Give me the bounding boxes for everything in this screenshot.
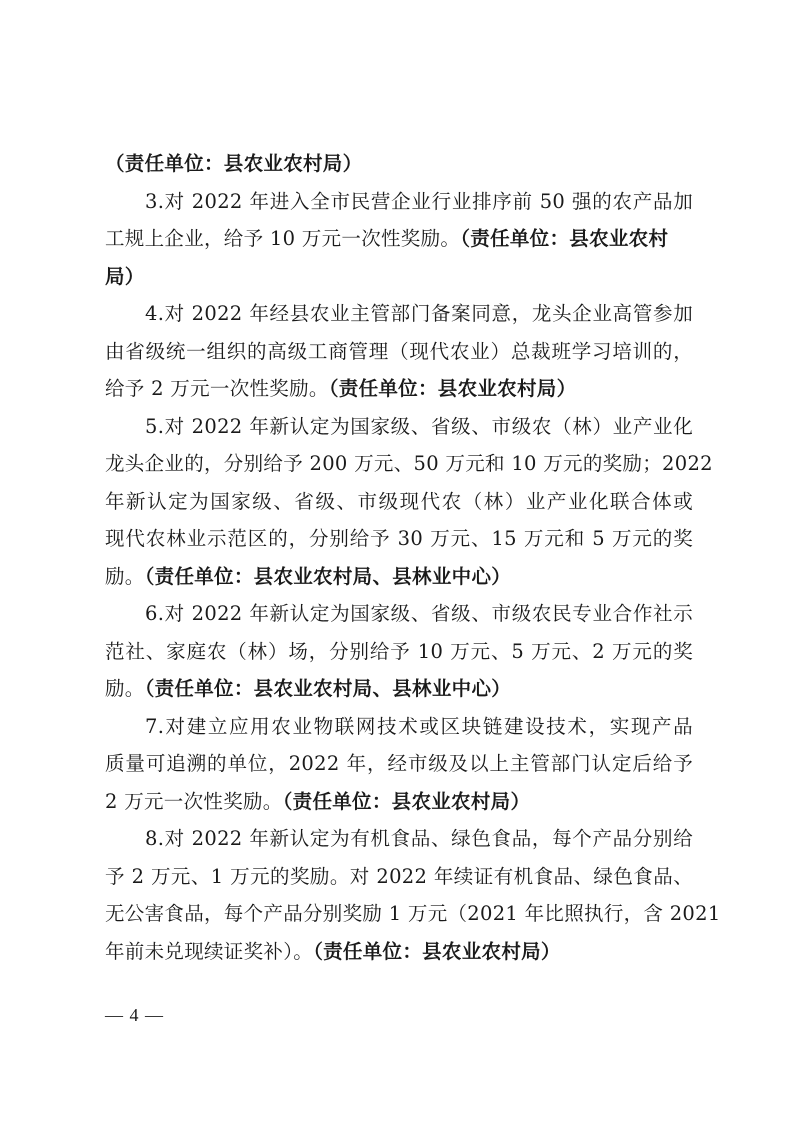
page-number: — 4 — bbox=[105, 1005, 164, 1025]
paragraph-line: 无公害食品，每个产品分别奖励 1 万元（2021 年比照执行，含 2021 bbox=[105, 902, 721, 925]
paragraph-line bbox=[105, 220, 693, 258]
paragraph-line: 予 2 万元、1 万元的奖励。对 2022 年续证有机食品、绿色食品、 bbox=[105, 864, 693, 888]
paragraph-line: 5.对 2022 年新认定为国家级、省级、市级农（林）业产业化 bbox=[145, 414, 693, 438]
responsible-unit: （责任单位：县农业农村局） bbox=[282, 789, 531, 813]
paragraph-text: 给予 2 万元一次性奖励。 bbox=[105, 377, 329, 400]
paragraph-text: 2 万元一次性奖励。 bbox=[105, 789, 283, 813]
responsible-unit: （责任单位：县农业农村 bbox=[460, 227, 669, 250]
paragraph-text: 工规上企业，给予 10 万元一次性奖励。 bbox=[105, 227, 461, 250]
responsible-unit: （责任单位：县农业农村局、县林业中心） bbox=[144, 564, 512, 588]
paragraph-line: 龙头企业的，分别给予 200 万元、50 万元和 10 万元的奖励；2022 bbox=[105, 452, 713, 475]
paragraph-line: 6.对 2022 年新认定为国家级、省级、市级农民专业合作社示 bbox=[145, 602, 693, 625]
responsible-unit: （责任单位：县农业农村局、县林业中心） bbox=[144, 677, 512, 700]
paragraph-line: 8.对 2022 年新认定为有机食品、绿色食品，每个产品分别给 bbox=[145, 827, 693, 850]
paragraph-line: 由省级统一组织的高级工商管理（现代农业）总裁班学习培训的， bbox=[105, 339, 693, 363]
paragraph-line bbox=[105, 783, 693, 821]
paragraph-line: 3.对 2022 年进入全市民营企业行业排序前 50 强的农产品加 bbox=[145, 189, 693, 213]
paragraph-line: 7.对建立应用农业物联网技术或区块链建设技术，实现产品 bbox=[145, 714, 693, 738]
paragraph-line: 年新认定为国家级、省级、市级现代农（林）业产业化联合体或 bbox=[105, 489, 693, 513]
paragraph-text: 励。 bbox=[105, 677, 145, 700]
paragraph-line bbox=[105, 370, 693, 408]
paragraph-line bbox=[105, 933, 693, 971]
responsible-unit: （责任单位：县农业农村局） bbox=[313, 939, 561, 963]
document-body bbox=[105, 145, 721, 970]
responsible-unit: （责任单位：县农业农村局） bbox=[328, 377, 577, 400]
paragraph-line bbox=[105, 670, 693, 708]
paragraph-line: （责任单位：县农业农村局） bbox=[105, 152, 363, 175]
paragraph-line: 4.对 2022 年经县农业主管部门备案同意，龙头企业高管参加 bbox=[145, 302, 693, 325]
paragraph-line: 质量可追溯的单位，2022 年，经市级及以上主管部门认定后给予 bbox=[105, 752, 693, 775]
paragraph-line: 现代农林业示范区的，分别给予 30 万元、15 万元和 5 万元的奖 bbox=[105, 527, 693, 550]
paragraph-line: 范社、家庭农（林）场，分别给予 10 万元、5 万元、2 万元的奖 bbox=[105, 639, 693, 663]
paragraph-text: 励。 bbox=[105, 564, 145, 588]
paragraph-line bbox=[105, 558, 693, 596]
responsible-unit: 局） bbox=[105, 264, 145, 288]
paragraph-text: 年前未兑现续证奖补）。 bbox=[105, 939, 314, 963]
